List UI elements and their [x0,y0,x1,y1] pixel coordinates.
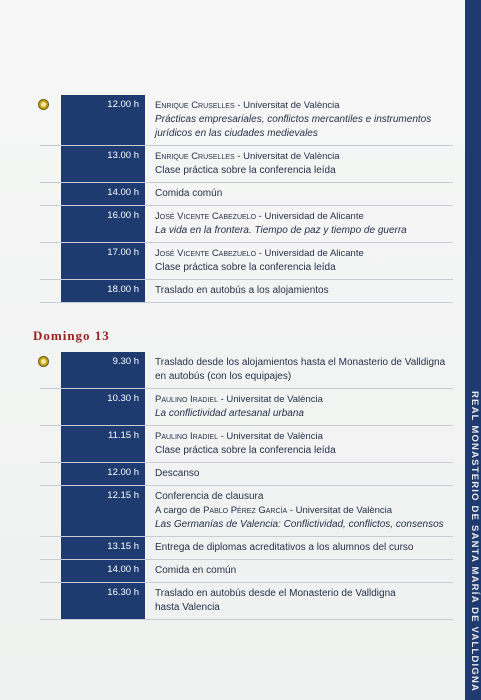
schedule-row [40,243,453,280]
side-banner [465,0,481,700]
session-content [145,463,453,485]
session-text: Traslado en autobús a los alojamientos [155,285,329,296]
speaker-name: José Vicente Cabezuelo [155,211,257,222]
session-text: en autobús (con los equipajes) [155,371,292,382]
schedule-row [40,486,453,537]
schedule-row [40,463,453,486]
session-content [145,352,453,388]
session-time: 17.00 h [107,247,139,258]
speaker-affiliation: - Universidad de Alicante [256,248,364,259]
session-content [145,486,453,536]
side-banner-text: REAL MONASTERIO DE SANTA MARÍA DE VALLDIGNA [469,390,480,692]
schedule-row [40,352,453,389]
schedule-sunday [40,352,453,620]
session-time: 12.00 h [107,467,139,478]
speaker-affiliation: - Universitat de València [217,431,323,442]
session-text: hasta Valencia [155,602,220,613]
day-heading: Domingo 13 [33,328,110,343]
session-title: Las Germanías de Valencia: Conflictividad, conflictos, consensos [155,519,444,530]
schedule-row [40,95,453,146]
speaker-line [155,504,453,518]
speaker-affiliation: - Universitat de València [287,505,393,516]
session-text: Conferencia de clausura [155,491,264,502]
speaker-name: Enrique Cruselles [155,151,235,162]
session-time: 12.15 h [107,490,139,501]
session-content [145,280,453,302]
session-content [145,537,453,559]
speaker-line [155,99,453,113]
session-text: Entrega de diplomas acreditativos a los alumnos del curso [155,542,414,553]
session-content [145,243,453,279]
schedule-row [40,389,453,426]
schedule-row [40,206,453,243]
session-content [145,389,453,425]
session-time: 10.30 h [107,393,139,404]
session-time: 16.30 h [107,587,139,598]
session-content [145,146,453,182]
speaker-affiliation: - Universitat de València [234,100,340,111]
speaker-affiliation: - Universitat de València [217,394,323,405]
session-title: La conflictividad artesanal urbana [155,408,304,419]
session-time: 18.00 h [107,284,139,295]
schedule-row [40,426,453,463]
schedule-saturday [40,95,453,303]
speaker-prefix: A cargo de [155,505,204,516]
speaker-line [155,430,453,444]
speaker-name: Paulino Iradiel [155,394,218,405]
speaker-affiliation: - Universitat de València [234,151,340,162]
session-content [145,95,453,145]
session-time: 13.15 h [107,541,139,552]
schedule-row [40,537,453,560]
schedule-row [40,560,453,583]
session-time: 13.00 h [107,150,139,161]
session-time: 14.00 h [107,187,139,198]
session-text: Clase práctica sobre la conferencia leída [155,262,336,273]
session-text: Clase práctica sobre la conferencia leída [155,165,336,176]
session-content [145,206,453,242]
session-content [145,426,453,462]
speaker-line [155,210,453,224]
session-text: Clase práctica sobre la conferencia leída [155,445,336,456]
speaker-name: José Vicente Cabezuelo [155,248,257,259]
speaker-affiliation: - Universidad de Alicante [256,211,364,222]
session-time: 12.00 h [107,99,139,110]
session-text: Traslado desde los alojamientos hasta el Monasterio de Valldigna [155,357,446,368]
schedule-row [40,280,453,303]
speaker-name: Enrique Cruselles [155,100,235,111]
session-time: 9.30 h [112,356,139,367]
speaker-name: Pablo Pérez García [203,505,288,516]
session-text: Comida común [155,188,223,199]
session-text: Comida en común [155,565,237,576]
session-content [145,183,453,205]
speaker-name: Paulino Iradiel [155,431,218,442]
speaker-line [155,247,453,261]
session-content [145,583,453,619]
session-title: Prácticas empresariales, conflictos mercantiles e instrumentos jurídicos en las ciudades medievales [155,114,432,139]
schedule-row [40,146,453,183]
session-time: 14.00 h [107,564,139,575]
session-text: Descanso [155,468,200,479]
session-time: 16.00 h [107,210,139,221]
session-text: Traslado en autobús desde el Monasterio de Valldigna [155,588,396,599]
session-title: La vida en la frontera. Tiempo de paz y tiempo de guerra [155,225,407,236]
speaker-line [155,150,453,164]
session-time: 11.15 h [108,430,139,441]
schedule-row [40,583,453,620]
speaker-line [155,393,453,407]
session-content [145,560,453,582]
schedule-row [40,183,453,206]
